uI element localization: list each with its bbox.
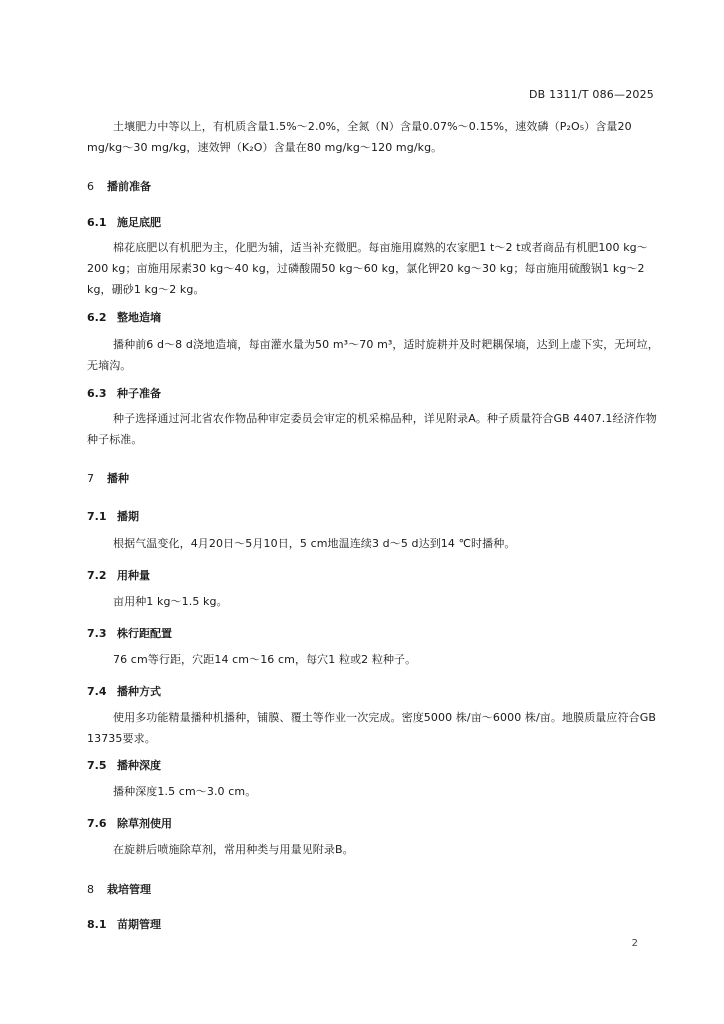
section-title: 整地造墒 [117, 311, 161, 324]
section-heading-6-1 [87, 214, 161, 230]
page-number: 2 [631, 938, 638, 949]
paragraph-herbicide: 在旋耕后喷施除草剂，常用种类与用量见附录B。 [113, 843, 354, 856]
section-number: 7.2 [87, 569, 107, 582]
paragraph-seed-preparation: 种子选择通过河北省农作物品种审定委员会审定的机采棉品种，详见附录A。种子质量符合GB 4407.1经济作物种子标准。 [87, 412, 657, 446]
section-title: 用种量 [117, 569, 150, 582]
section-title: 播种 [107, 472, 129, 485]
section-title: 播前准备 [107, 180, 151, 193]
section-number: 8.1 [87, 918, 107, 931]
section-heading-7-4 [87, 683, 161, 699]
section-heading-6-2 [87, 309, 161, 325]
section-heading-7-3 [87, 625, 172, 641]
section-heading-6 [87, 178, 151, 194]
section-heading-6-3 [87, 385, 161, 401]
section-number: 8 [87, 883, 94, 896]
standard-code: DB 1311/T 086—2025 [528, 88, 654, 101]
section-title: 播种方式 [117, 685, 161, 698]
section-title: 除草剂使用 [117, 817, 172, 830]
section-number: 6.1 [87, 216, 107, 229]
section-heading-7-1 [87, 508, 139, 524]
section-title: 种子准备 [117, 387, 161, 400]
section-number: 6.3 [87, 387, 107, 400]
section-title: 播期 [117, 510, 139, 523]
paragraph-sowing-date: 根据气温变化，4月20日～5月10日，5 cm地温连续3 d～5 d达到14 ℃时播种。 [113, 537, 516, 550]
section-number: 7 [87, 472, 94, 485]
section-heading-8 [87, 881, 151, 897]
paragraph-sowing-method: 使用多功能精量播种机播种，铺膜、覆土等作业一次完成。密度5000 株/亩～6000 株/亩。地膜质量应符合GB 13735要求。 [87, 711, 656, 745]
paragraph-seed-amount: 亩用种1 kg～1.5 kg。 [113, 595, 228, 608]
section-number: 7.3 [87, 627, 107, 640]
paragraph-sowing-depth: 播种深度1.5 cm～3.0 cm。 [113, 785, 257, 798]
section-heading-7-2 [87, 567, 150, 583]
section-number: 7.5 [87, 759, 107, 772]
section-heading-7-5 [87, 757, 161, 773]
section-heading-8-1 [87, 916, 161, 932]
section-number: 6.2 [87, 311, 107, 324]
section-number: 7.4 [87, 685, 107, 698]
section-title: 栽培管理 [107, 883, 151, 896]
paragraph-land-preparation: 播种前6 d～8 d浇地造墒，每亩灌水量为50 m³～70 m³，适时旋耕并及时耙耦保墒，达到上虚下实，无坷垃，无墒沟。 [87, 338, 659, 372]
paragraph-row-spacing: 76 cm等行距，穴距14 cm～16 cm，每穴1 粒或2 粒种子。 [113, 653, 417, 666]
section-title: 株行距配置 [117, 627, 172, 640]
section-title: 苗期管理 [117, 918, 161, 931]
section-number: 6 [87, 180, 94, 193]
section-title: 播种深度 [117, 759, 161, 772]
section-number: 7.1 [87, 510, 107, 523]
section-number: 7.6 [87, 817, 107, 830]
paragraph-soil-fertility: 土壤肥力中等以上，有机质含量1.5%～2.0%，全氮（N）含量0.07%～0.15%，速效磷（P₂O₅）含量20 mg/kg～30 mg/kg，速效钾（K₂O）含量在80 mg/kg～120 mg/kg。 [87, 120, 632, 154]
section-title: 施足底肥 [117, 216, 161, 229]
section-heading-7 [87, 470, 129, 486]
paragraph-base-fertilizer: 棉花底肥以有机肥为主，化肥为辅，适当补充微肥。每亩施用腐熟的农家肥1 t～2 t或者商品有机肥100 kg～200 kg；亩施用尿素30 kg～40 kg，过磷酸閙50 kg～60 kg，氯化钾20 kg～30 kg；每亩施用硫酸锅1 kg～2 kg，硼砂1 kg～2 kg。 [87, 241, 648, 296]
section-heading-7-6 [87, 815, 172, 831]
